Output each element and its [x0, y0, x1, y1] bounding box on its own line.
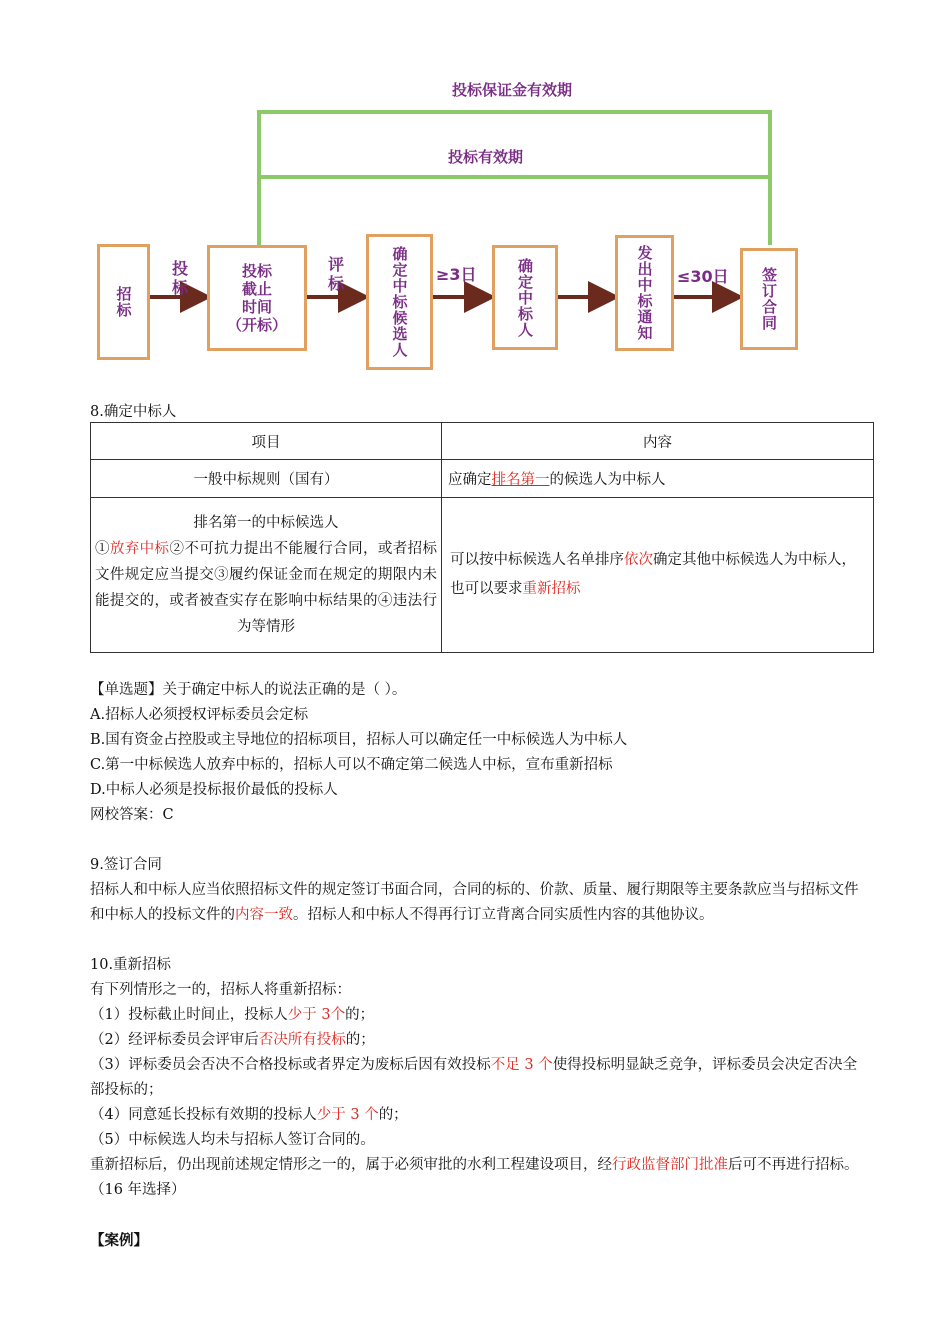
- section10-item4: [90, 1103, 870, 1128]
- answer: 网校答案：C: [90, 807, 174, 823]
- section10-title: 10.重新招标: [90, 957, 172, 973]
- header-content: 内容: [442, 423, 874, 460]
- item1-post: 的；: [345, 1007, 375, 1023]
- item3-post: 使得投标明显缺乏竞争，评标委员会决定否决全部投标的；: [90, 1057, 858, 1098]
- bid-validity-label: 投标有效期: [448, 148, 524, 166]
- table-row: [91, 498, 874, 653]
- section9-highlight: 内容一致: [235, 907, 293, 923]
- step-winner-box: [492, 245, 558, 350]
- bid-timeline-diagram: [0, 60, 950, 390]
- row2-content: [442, 498, 874, 653]
- row1-content: [442, 460, 874, 498]
- section8-title: 8.确定中标人: [90, 404, 177, 420]
- closing-post: 后可不再进行招标。（16 年选择）: [90, 1157, 859, 1198]
- step-tender-label: 招标: [114, 286, 133, 318]
- closing-highlight: 行政监督部门批准: [612, 1157, 728, 1173]
- option-a: A.招标人必须授权评标委员会定标: [90, 707, 309, 723]
- row2-item-p1: ①: [95, 541, 110, 557]
- arrow-label-bid-text: 投标: [171, 259, 188, 297]
- section10-item3: [90, 1053, 870, 1103]
- option-b: B.国有资金占控股或主导地位的招标项目，招标人可以确定任一中标候选人为中标人: [90, 732, 628, 748]
- section10-item2: [90, 1028, 870, 1053]
- deadline-line-3: 时间: [241, 298, 272, 316]
- arrow-label-evaluate-text: 评标: [327, 255, 344, 293]
- item1-highlight: 少于 3个: [287, 1007, 346, 1023]
- section10-intro: 有下列情形之一的，招标人将重新招标：: [90, 982, 351, 998]
- item1-pre: （1）投标截止时间止，投标人: [90, 1007, 288, 1023]
- case-label: 【案例】: [90, 1232, 148, 1249]
- step-tender-box: [97, 244, 150, 360]
- table-header-row: [91, 423, 874, 460]
- arrow-label-evaluate: [324, 255, 348, 293]
- arrow-label-3days: ≥3日: [436, 265, 477, 284]
- item3-highlight: 不足 3 个: [490, 1057, 553, 1073]
- row2-content-p2: 确定其他中标候选人为中标人，也可以要求: [450, 552, 856, 597]
- winner-rules-table: [90, 422, 874, 653]
- deadline-line-4: （开标）: [226, 316, 287, 334]
- step-candidate-box: [366, 234, 433, 370]
- step-deadline-box: [207, 245, 307, 351]
- closing-pre: 重新招标后，仍出现前述规定情形之一的，属于必须审批的水利工程建设项目，经: [90, 1157, 612, 1173]
- item4-pre: （4）同意延长投标有效期的投标人: [90, 1107, 317, 1123]
- item4-highlight: 少于 3 个: [316, 1107, 379, 1123]
- row2-item-highlight: 放弃中标: [109, 541, 170, 557]
- table-row: [91, 460, 874, 498]
- step-winner-label: 确定中标人: [516, 257, 534, 338]
- row2-content-highlight2: 重新招标: [522, 581, 581, 597]
- item4-post: 的；: [378, 1107, 408, 1123]
- row1-content-pre: 应确定: [448, 472, 492, 488]
- row1-content-post: 的候选人为中标人: [549, 472, 666, 488]
- item2-highlight: 否决所有投标: [258, 1032, 346, 1048]
- row2-content-highlight1: 依次: [624, 552, 653, 568]
- item2-pre: （2）经评标委员会评审后: [90, 1032, 259, 1048]
- section10-item1: [90, 1003, 870, 1028]
- bond-validity-label: 投标保证金有效期: [452, 81, 573, 99]
- row2-item-p2: ②不可抗力提出不能履行合同，或者招标文件规定应当提交③履约保证金而在规定的期限内未能提交的，或者被查实存在影响中标结果的④违法行为等情形: [95, 541, 438, 635]
- row2-item-body: [95, 536, 437, 640]
- step-notice-box: [615, 235, 674, 351]
- row1-item: 一般中标规则（国有）: [91, 460, 442, 498]
- deadline-line-2: 截止: [241, 280, 272, 298]
- step-contract-label: 签订合同: [760, 267, 778, 331]
- row2-content-p1: 可以按中标候选人名单排序: [450, 552, 624, 568]
- item2-post: 的；: [345, 1032, 375, 1048]
- deadline-line-1: 投标: [241, 262, 272, 280]
- arrow-label-bid: [168, 259, 192, 297]
- row2-item: [91, 498, 442, 653]
- section9-p2: 。招标人和中标人不得再行订立背离合同实质性内容的其他协议。: [293, 907, 714, 923]
- arrow-label-30days: ≤30日: [677, 267, 729, 286]
- step-candidate-label: 确定中标候选人: [390, 246, 409, 358]
- section10-closing: [90, 1153, 870, 1203]
- item3-pre: （3）评标委员会否决不合格投标或者界定为废标后因有效投标: [90, 1057, 491, 1073]
- header-item: 项目: [91, 423, 442, 460]
- step-contract-box: [740, 248, 798, 350]
- section9-p1: 招标人和中标人应当依照招标文件的规定签订书面合同，合同的标的、价款、质量、履行期限等主要条款应当与招标文件和中标人的投标文件的: [90, 882, 859, 923]
- option-d: D.中标人必须是投标报价最低的投标人: [90, 782, 338, 798]
- section10-item5: （5）中标候选人均未与招标人签订合同的。: [90, 1132, 375, 1148]
- section9-body: [90, 878, 870, 928]
- row2-item-title: 排名第一的中标候选人: [193, 515, 339, 531]
- option-c: C.第一中标候选人放弃中标的，招标人可以不确定第二候选人中标，宣布重新招标: [90, 757, 613, 773]
- row1-content-highlight: 排名第一: [491, 472, 550, 488]
- question-stem: 【单选题】关于确定中标人的说法正确的是（ ）。: [90, 682, 407, 698]
- step-notice-label: 发出中标通知: [635, 245, 654, 341]
- section9-title: 9.签订合同: [90, 857, 162, 873]
